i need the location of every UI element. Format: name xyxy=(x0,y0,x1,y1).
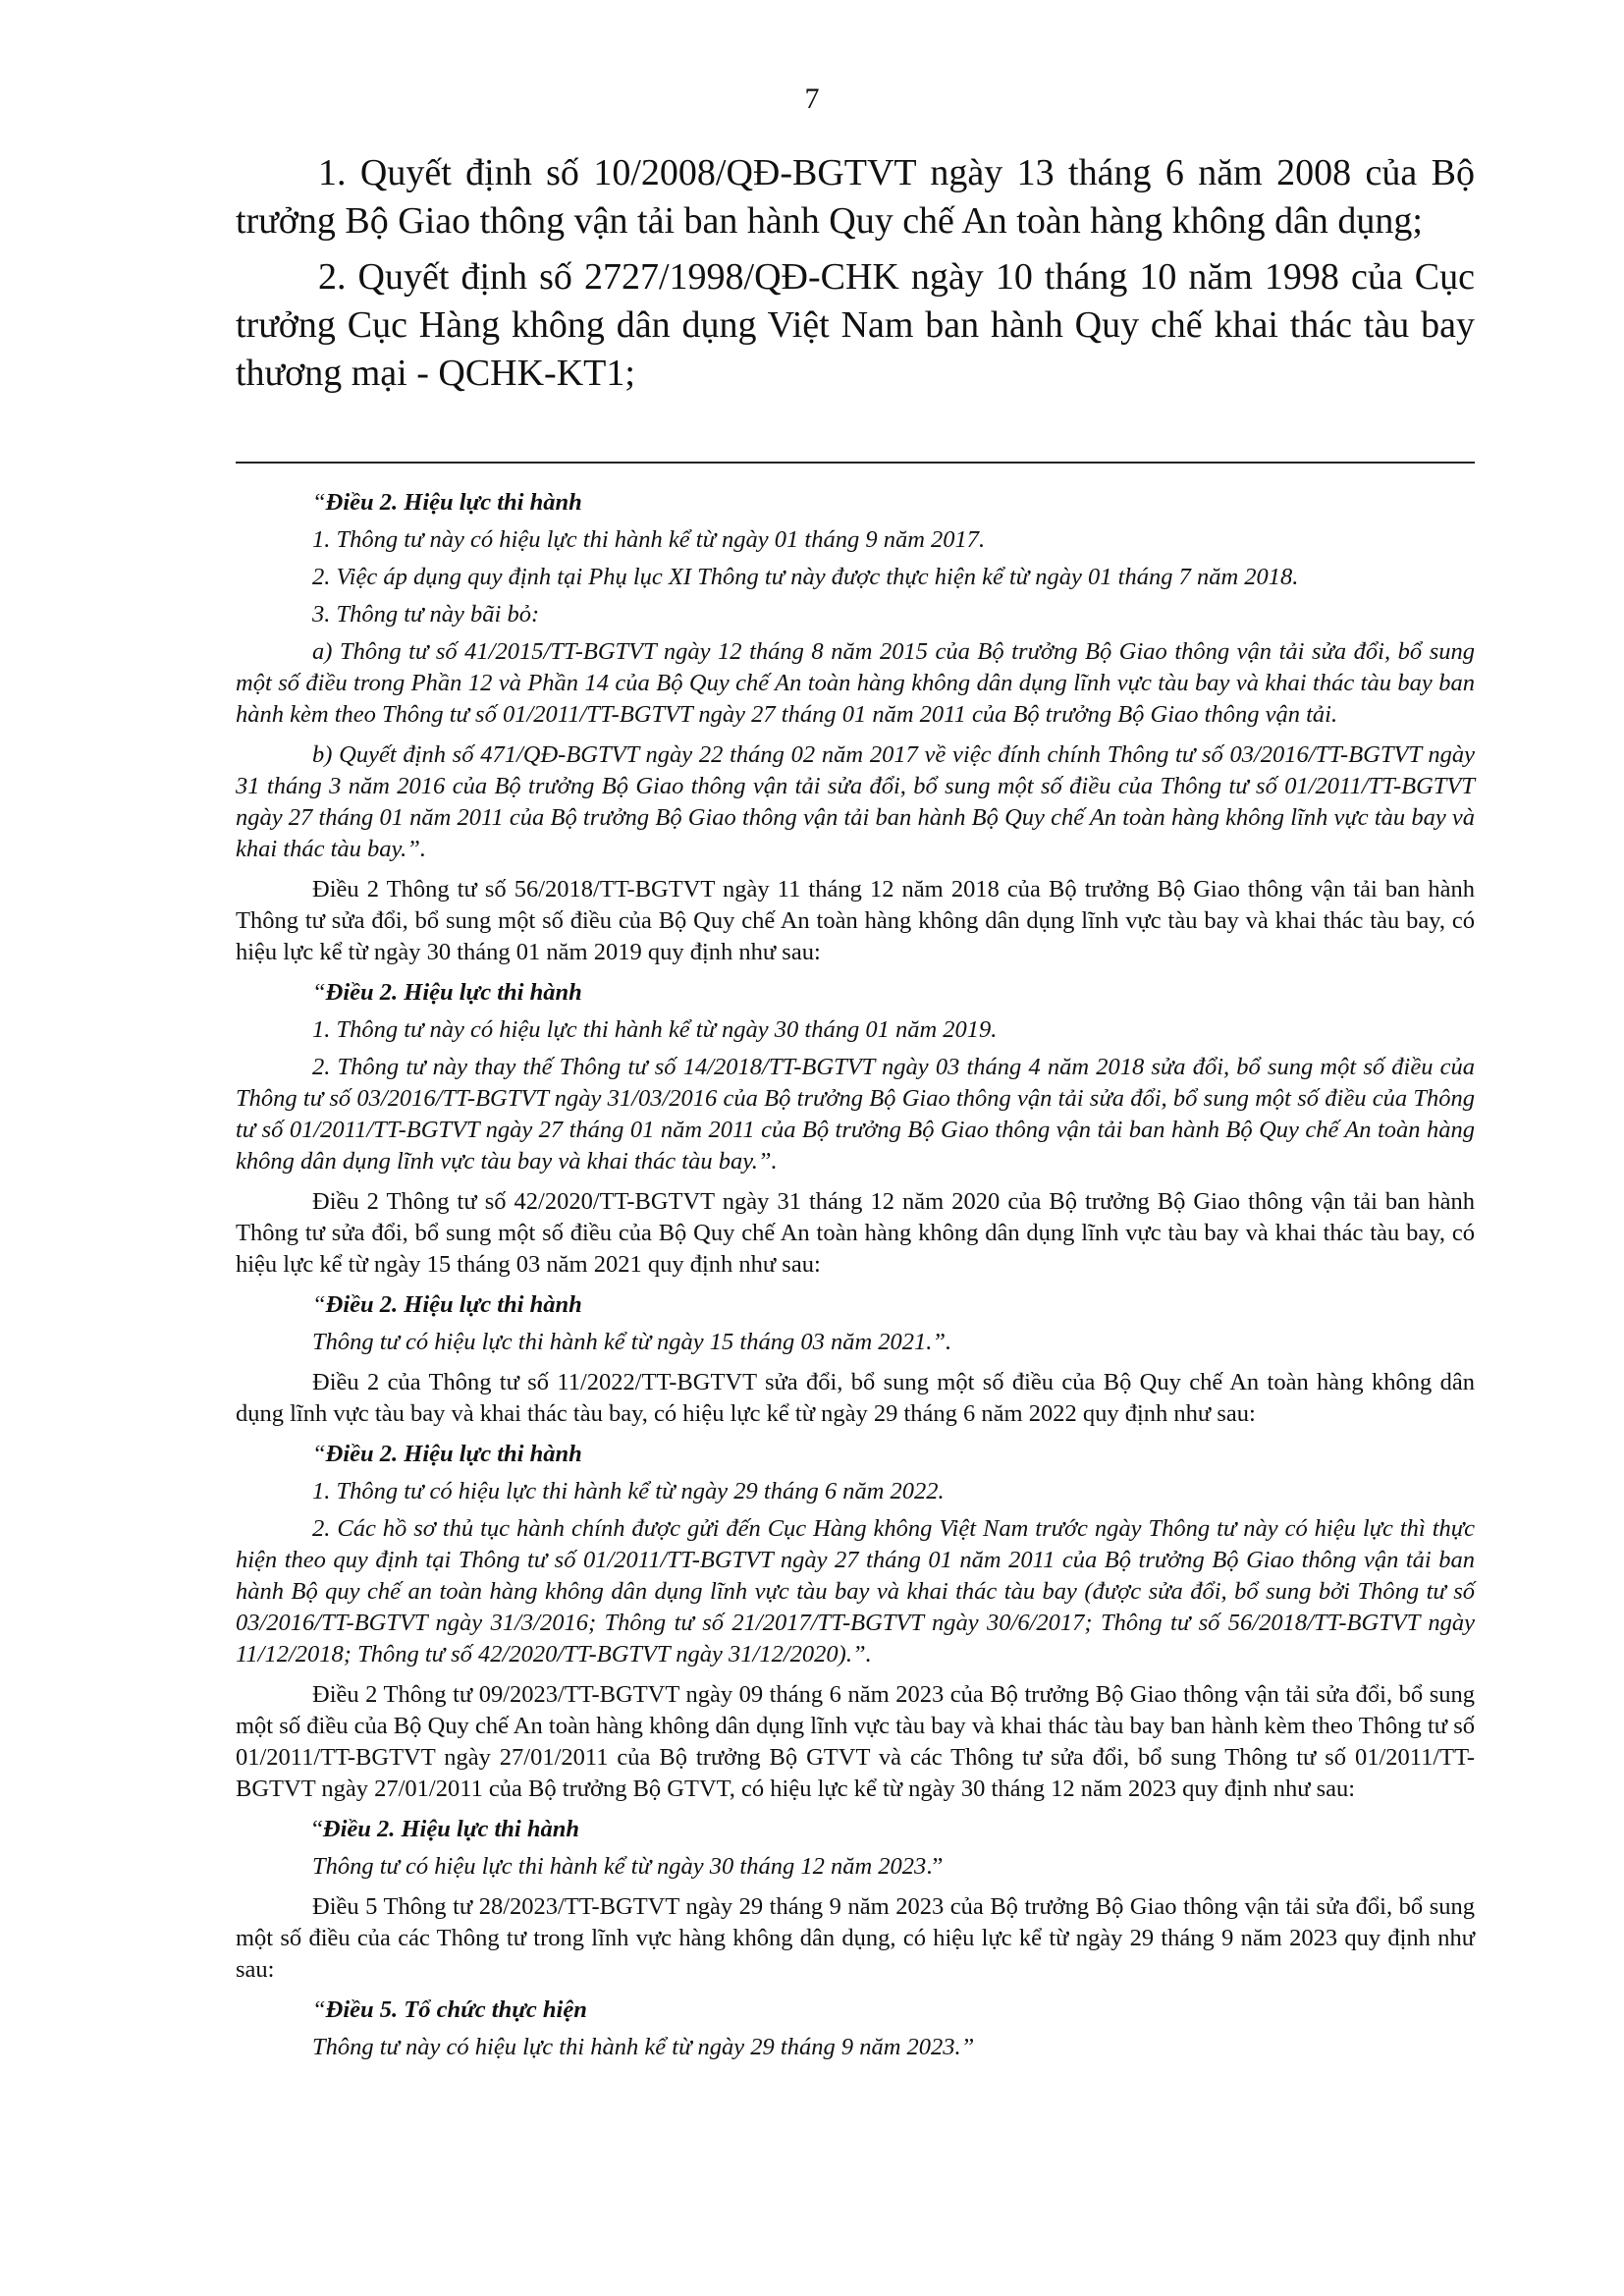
note-heading xyxy=(236,1995,1475,2026)
note-line: 2. Thông tư này thay thế Thông tư số 14/2018/TT-BGTVT ngày 03 tháng 4 năm 2018 sửa đổi, bổ sung một số điều của Thông tư số 03/2016/TT-BGTVT ngày 31/03/2016 của Bộ trưởng Bộ Giao thông vận tải sửa đổi, bổ sung một số điều của Thông tư số 01/2011/TT-BGTVT ngày 27 tháng 01 năm 2011 của Bộ trưởng Bộ Giao thông vận tải ban hành Bộ Quy chế An toàn hàng không dân dụng lĩnh vực tàu bay và khai thác tàu bay.”. xyxy=(236,1054,1475,1175)
amendment-paragraph: Điều 2 Thông tư 09/2023/TT-BGTVT ngày 09 tháng 6 năm 2023 của Bộ trưởng Bộ Giao thông vận tải sửa đổi, bổ sung một số điều của Bộ Quy chế An toàn hàng không dân dụng lĩnh vực tàu bay và khai thác tàu bay ban hành kèm theo Thông tư số 01/2011/TT-BGTVT ngày 27/01/2011 của Bộ trưởng Bộ GTVT và các Thông tư sửa đổi, bổ sung Thông tư số 01/2011/TT-BGTVT ngày 27/01/2011 của Bộ trưởng Bộ GTVT, có hiệu lực kể từ ngày 30 tháng 12 năm 2023 quy định như sau: xyxy=(236,1681,1475,1802)
heading-text: Điều 2. Hiệu lực thi hành xyxy=(325,979,582,1006)
note-line: Thông tư này có hiệu lực thi hành kể từ ngày 29 tháng 9 năm 2023.” xyxy=(312,2034,975,2060)
note-line xyxy=(236,1851,1475,1883)
note-line: 3. Thông tư này bãi bỏ: xyxy=(312,601,540,628)
heading-text: Điều 2. Hiệu lực thi hành xyxy=(325,1291,582,1318)
amendment-paragraph: Điều 2 của Thông tư số 11/2022/TT-BGTVT sửa đổi, bổ sung một số điều của Bộ Quy chế An toàn hàng không dân dụng lĩnh vực tàu bay và khai thác tàu bay, có hiệu lực kể từ ngày 29 tháng 6 năm 2022 quy định như sau: xyxy=(236,1369,1475,1427)
main-text xyxy=(236,149,1475,406)
main-item-1: 1. Quyết định số 10/2008/QĐ-BGTVT ngày 13 tháng 6 năm 2008 của Bộ trưởng Bộ Giao thông vận tải ban hành Quy chế An toàn hàng không dân dụng; xyxy=(236,152,1475,242)
note-line: b) Quyết định số 471/QĐ-BGTVT ngày 22 tháng 02 năm 2017 về việc đính chính Thông tư số 03/2016/TT-BGTVT ngày 31 tháng 3 năm 2016 của Bộ trưởng Bộ Giao thông vận tải sửa đổi, bổ sung một số điều của Thông tư số 01/2011/TT-BGTVT ngày 27 tháng 01 năm 2011 của Bộ trưởng Bộ Giao thông vận tải ban hành Bộ Quy chế An toàn hàng không lĩnh vực tàu bay và khai thác tàu bay.”. xyxy=(236,741,1475,862)
heading-quote: “ xyxy=(312,1996,326,2023)
heading-quote: “ xyxy=(312,489,326,516)
note-line: 1. Thông tư có hiệu lực thi hành kể từ ngày 29 tháng 6 năm 2022. xyxy=(312,1478,945,1504)
note-heading xyxy=(236,1439,1475,1470)
note-line: 2. Việc áp dụng quy định tại Phụ lục XI Thông tư này được thực hiện kể từ ngày 01 tháng 7 năm 2018. xyxy=(312,564,1299,590)
heading-text: Điều 2. Hiệu lực thi hành xyxy=(325,489,582,516)
heading-quote: “ xyxy=(312,979,326,1006)
amendment-paragraph: Điều 2 Thông tư số 56/2018/TT-BGTVT ngày 11 tháng 12 năm 2018 của Bộ trưởng Bộ Giao thông vận tải ban hành Thông tư sửa đổi, bổ sung một số điều của Bộ Quy chế An toàn hàng không dân dụng lĩnh vực tàu bay và khai thác tàu bay, có hiệu lực kể từ ngày 30 tháng 01 năm 2019 quy định như sau: xyxy=(236,876,1475,965)
note-heading xyxy=(236,1289,1475,1321)
amendment-paragraph: Điều 2 Thông tư số 42/2020/TT-BGTVT ngày 31 tháng 12 năm 2020 của Bộ trưởng Bộ Giao thông vận tải ban hành Thông tư sửa đổi, bổ sung một số điều của Bộ Quy chế An toàn hàng không dân dụng lĩnh vực tàu bay và khai thác tàu bay, có hiệu lực kể từ ngày 15 tháng 03 năm 2021 quy định như sau: xyxy=(236,1188,1475,1278)
heading-text: Điều 2. Hiệu lực thi hành xyxy=(325,1441,582,1467)
note-heading xyxy=(236,487,1475,519)
note-line: 1. Thông tư này có hiệu lực thi hành kể từ ngày 01 tháng 9 năm 2017. xyxy=(312,526,986,553)
note-line-text: Thông tư có hiệu lực thi hành kể từ ngày 30 tháng 12 năm 2023 xyxy=(312,1853,927,1880)
heading-quote: “ xyxy=(312,1816,323,1842)
note-line: 1. Thông tư này có hiệu lực thi hành kể từ ngày 30 tháng 01 năm 2019. xyxy=(312,1016,998,1043)
note-heading xyxy=(236,1814,1475,1845)
heading-text: Điều 2. Hiệu lực thi hành xyxy=(322,1816,579,1842)
footnotes xyxy=(236,487,1475,2072)
note-line: 2. Các hồ sơ thủ tục hành chính được gửi đến Cục Hàng không Việt Nam trước ngày Thông tư này có hiệu lực thì thực hiện theo quy định tại Thông tư số 01/2011/TT-BGTVT ngày 27 tháng 01 năm 2011 của Bộ trưởng Bộ Giao thông vận tải ban hành Bộ quy chế an toàn hàng không dân dụng lĩnh vực tàu bay và khai thác tàu bay (được sửa đổi, bổ sung bởi Thông tư số 03/2016/TT-BGTVT ngày 31/3/2016; Thông tư số 21/2017/TT-BGTVT ngày 30/6/2017; Thông tư số 56/2018/TT-BGTVT ngày 11/12/2018; Thông tư số 42/2020/TT-BGTVT ngày 31/12/2020).”. xyxy=(236,1515,1475,1667)
heading-quote: “ xyxy=(312,1441,326,1467)
heading-text: Điều 5. Tổ chức thực hiện xyxy=(325,1996,587,2023)
page-number: 7 xyxy=(804,82,820,115)
main-item-2: 2. Quyết định số 2727/1998/QĐ-CHK ngày 10 tháng 10 năm 1998 của Cục trưởng Cục Hàng không dân dụng Việt Nam ban hành Quy chế khai thác tàu bay thương mại - QCHK-KT1; xyxy=(236,256,1475,394)
footnote-separator xyxy=(236,462,1475,464)
closing-quote: .” xyxy=(926,1853,944,1880)
heading-quote: “ xyxy=(312,1291,326,1318)
note-line: Thông tư có hiệu lực thi hành kể từ ngày 15 tháng 03 năm 2021.”. xyxy=(312,1329,952,1355)
note-heading xyxy=(236,977,1475,1009)
note-line: a) Thông tư số 41/2015/TT-BGTVT ngày 12 tháng 8 năm 2015 của Bộ trưởng Bộ Giao thông vận tải sửa đổi, bổ sung một số điều trong Phần 12 và Phần 14 của Bộ Quy chế An toàn hàng không dân dụng lĩnh vực tàu bay và khai thác tàu bay ban hành kèm theo Thông tư số 01/2011/TT-BGTVT ngày 27 tháng 01 năm 2011 của Bộ trưởng Bộ Giao thông vận tải. xyxy=(236,638,1475,728)
amendment-paragraph: Điều 5 Thông tư 28/2023/TT-BGTVT ngày 29 tháng 9 năm 2023 của Bộ trưởng Bộ Giao thông vận tải sửa đổi, bổ sung một số điều của các Thông tư trong lĩnh vực hàng không dân dụng, có hiệu lực kể từ ngày 29 tháng 9 năm 2023 quy định như sau: xyxy=(236,1893,1475,1983)
